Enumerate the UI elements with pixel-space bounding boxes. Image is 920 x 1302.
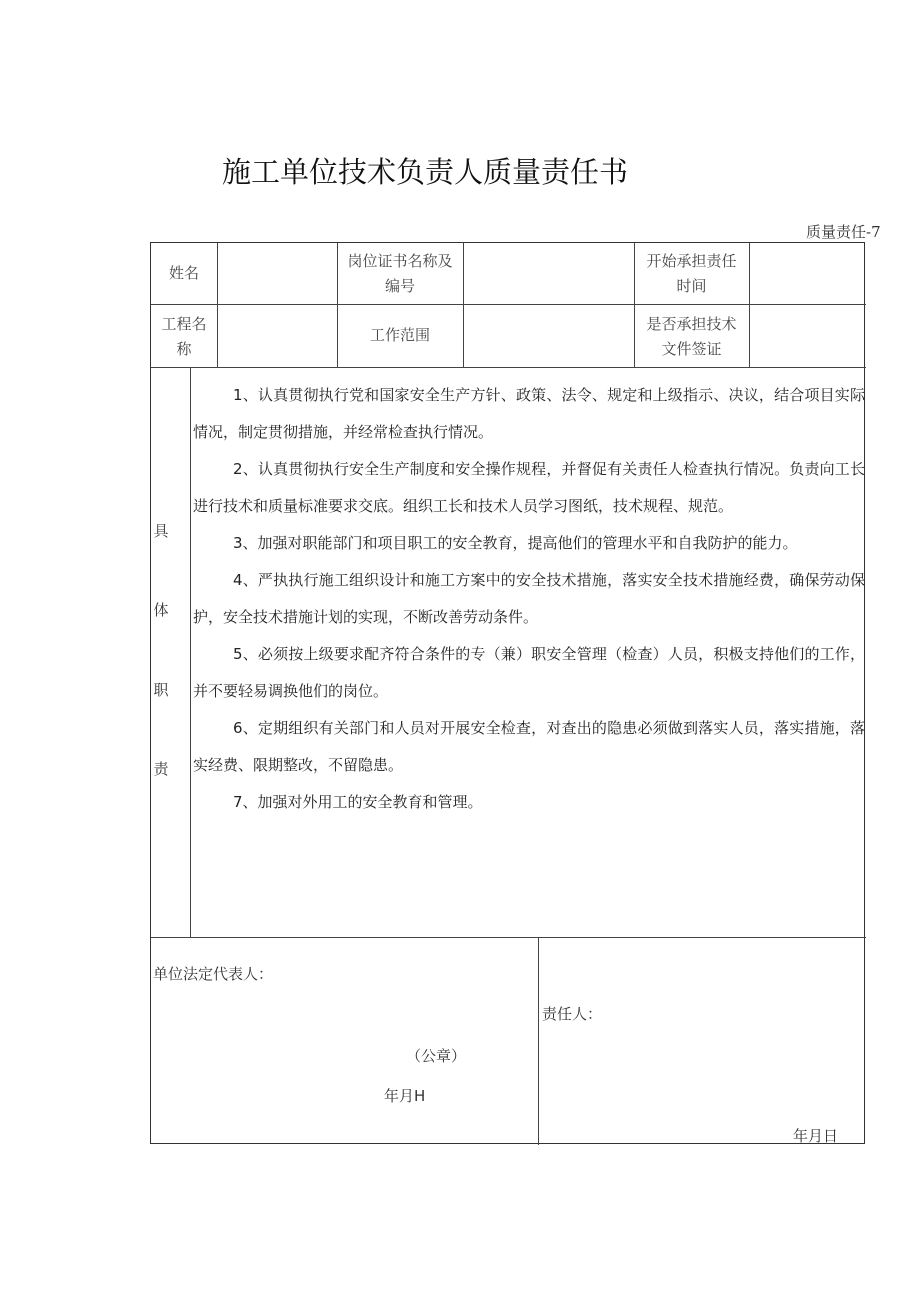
- duty-item: 6、定期组织有关部门和人员对开展安全检查，对查出的隐患必须做到落实人员，落实措施，落实经费、限期整改，不留隐患。: [193, 719, 865, 774]
- form-code: 质量责任-7: [806, 223, 881, 241]
- column-divider: [538, 937, 539, 1145]
- duties-side-label-char: 具: [153, 522, 169, 540]
- duties-side-label-char: 体: [153, 601, 169, 619]
- sign-label-line1: 是否承担技术: [646, 315, 737, 333]
- duties-list: [193, 377, 865, 821]
- tech-signoff-label: [634, 312, 749, 362]
- official-seal-label: （公章）: [406, 1047, 467, 1065]
- right-date-label: 年月日: [793, 1127, 839, 1145]
- duty-item: 1、认真贯彻执行党和国家安全生产方针、政策、法令、规定和上级指示、决议，结合项目实际情况，制定贯彻措施，并经常检查执行情况。: [193, 386, 865, 441]
- project-label-line1: 工程名: [161, 315, 207, 333]
- column-divider: [749, 243, 750, 367]
- cert-label-line2: 编号: [384, 277, 415, 295]
- document-title: 施工单位技术负责人质量责任书: [222, 155, 629, 189]
- legal-representative-label: 单位法定代表人：: [153, 965, 274, 983]
- duty-item: 7、加强对外用工的安全教育和管理。: [233, 793, 483, 811]
- column-divider: [463, 243, 464, 367]
- cert-label-line1: 岗位证书名称及: [347, 252, 453, 270]
- row-divider: [151, 367, 866, 368]
- duty-item: 5、必须按上级要求配齐符合条件的专（兼）职安全管理（检查）人员，积极支持他们的工作，并不要轻易调换他们的岗位。: [193, 645, 865, 700]
- duties-side-label-char: 责: [153, 760, 169, 778]
- column-divider: [190, 367, 191, 937]
- cert-label: [337, 249, 463, 299]
- name-label: 姓名: [168, 264, 199, 282]
- start-label-line2: 时间: [676, 277, 707, 295]
- sign-label-line2: 文件签证: [661, 340, 722, 358]
- column-divider: [217, 243, 218, 367]
- duty-item: 2、认真贯彻执行安全生产制度和安全操作规程，并督促有关责任人检查执行情况。负责向工长进行技术和质量标准要求交底。组织工长和技术人员学习图纸，技术规程、规范。: [193, 460, 865, 515]
- project-label-line2: 称: [176, 340, 192, 358]
- project-name-label: [151, 312, 217, 362]
- duties-side-label-char: 职: [153, 681, 169, 699]
- duty-item: 4、严执执行施工组织设计和施工方案中的安全技术措施，落实安全技术措施经费，确保劳动保护，安全技术措施计划的实现，不断改善劳动条件。: [193, 571, 865, 626]
- responsibility-form-table: [150, 242, 865, 1144]
- work-scope-label: 工作范围: [369, 326, 430, 344]
- responsible-person-label: 责任人：: [542, 1005, 603, 1023]
- row-divider: [151, 304, 866, 305]
- start-label-line1: 开始承担责任: [646, 252, 737, 270]
- start-time-label: [634, 249, 749, 299]
- left-date-label: 年月H: [384, 1087, 426, 1105]
- row-divider: [151, 937, 866, 938]
- duty-item: 3、加强对职能部门和项目职工的安全教育，提高他们的管理水平和自我防护的能力。: [233, 534, 798, 552]
